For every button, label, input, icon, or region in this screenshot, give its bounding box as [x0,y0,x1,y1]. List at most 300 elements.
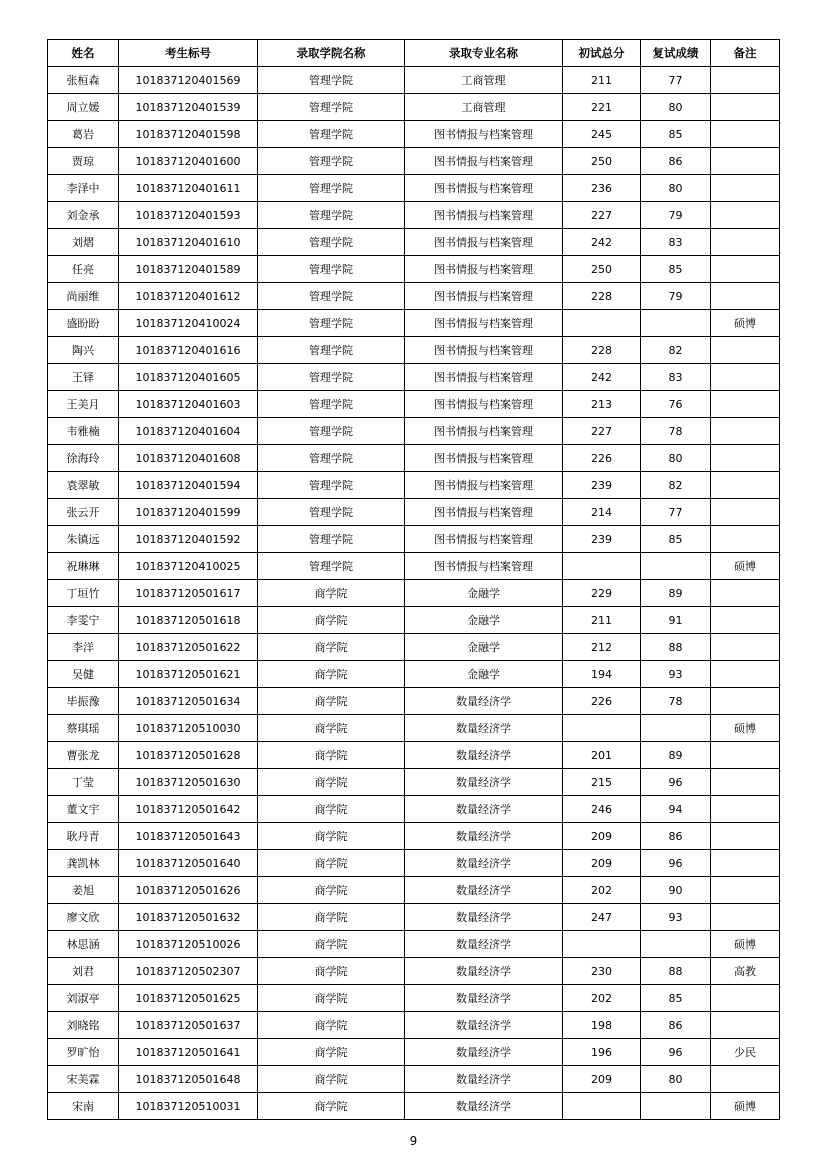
cell-name: 廖文欣 [48,904,119,931]
table-row [48,1039,780,1066]
cell-initial-score: 211 [563,607,641,634]
cell-name: 朱镇远 [48,526,119,553]
cell-major: 金融学 [405,634,563,661]
cell-major: 数量经济学 [405,715,563,742]
cell-name: 刘金承 [48,202,119,229]
cell-candidate-id: 101837120501628 [119,742,258,769]
cell-remark [711,337,780,364]
cell-remark [711,904,780,931]
table-row [48,283,780,310]
cell-candidate-id: 101837120401593 [119,202,258,229]
cell-name: 曹张龙 [48,742,119,769]
cell-initial-score: 213 [563,391,641,418]
cell-college: 管理学院 [258,94,405,121]
cell-remark [711,607,780,634]
cell-initial-score: 242 [563,364,641,391]
cell-college: 管理学院 [258,283,405,310]
cell-initial-score: 228 [563,337,641,364]
cell-candidate-id: 101837120401604 [119,418,258,445]
table-row [48,391,780,418]
cell-retest-score: 78 [641,688,711,715]
cell-retest-score: 88 [641,958,711,985]
table-row [48,553,780,580]
cell-college: 管理学院 [258,391,405,418]
header-initial-score: 初试总分 [563,40,641,67]
cell-initial-score: 242 [563,229,641,256]
cell-retest-score [641,1093,711,1120]
cell-retest-score: 79 [641,202,711,229]
cell-candidate-id: 101837120501642 [119,796,258,823]
cell-remark [711,850,780,877]
header-name: 姓名 [48,40,119,67]
cell-major: 工商管理 [405,94,563,121]
cell-candidate-id: 101837120501618 [119,607,258,634]
cell-major: 数量经济学 [405,931,563,958]
cell-name: 丁莹 [48,769,119,796]
table-row [48,850,780,877]
cell-college: 管理学院 [258,337,405,364]
cell-candidate-id: 101837120401599 [119,499,258,526]
cell-college: 管理学院 [258,445,405,472]
cell-initial-score: 214 [563,499,641,526]
cell-initial-score: 250 [563,148,641,175]
cell-candidate-id: 101837120501640 [119,850,258,877]
cell-major: 图书情报与档案管理 [405,148,563,175]
cell-retest-score: 80 [641,445,711,472]
cell-candidate-id: 101837120401612 [119,283,258,310]
cell-major: 数量经济学 [405,1039,563,1066]
cell-college: 管理学院 [258,148,405,175]
cell-remark [711,67,780,94]
cell-remark [711,985,780,1012]
cell-initial-score: 227 [563,418,641,445]
table-row [48,94,780,121]
cell-candidate-id: 101837120401598 [119,121,258,148]
cell-major: 图书情报与档案管理 [405,121,563,148]
cell-candidate-id: 101837120401592 [119,526,258,553]
cell-remark: 硕博 [711,310,780,337]
cell-candidate-id: 101837120401603 [119,391,258,418]
cell-remark [711,256,780,283]
cell-candidate-id: 101837120501626 [119,877,258,904]
cell-name: 毕振豫 [48,688,119,715]
table-row [48,148,780,175]
table-row [48,1066,780,1093]
cell-college: 商学院 [258,769,405,796]
cell-college: 管理学院 [258,553,405,580]
cell-name: 龚凯林 [48,850,119,877]
cell-college: 管理学院 [258,256,405,283]
cell-remark [711,121,780,148]
cell-candidate-id: 101837120401600 [119,148,258,175]
cell-major: 图书情报与档案管理 [405,202,563,229]
cell-initial-score: 239 [563,526,641,553]
table-body [48,67,780,1120]
cell-major: 数量经济学 [405,796,563,823]
cell-retest-score: 85 [641,121,711,148]
cell-retest-score: 90 [641,877,711,904]
cell-remark [711,1012,780,1039]
table-row [48,580,780,607]
cell-college: 商学院 [258,715,405,742]
cell-candidate-id: 101837120501641 [119,1039,258,1066]
cell-college: 商学院 [258,850,405,877]
cell-remark: 硕博 [711,715,780,742]
cell-candidate-id: 101837120501621 [119,661,258,688]
cell-name: 王铎 [48,364,119,391]
cell-initial-score: 196 [563,1039,641,1066]
cell-remark [711,364,780,391]
cell-name: 宋美霖 [48,1066,119,1093]
table-row [48,985,780,1012]
cell-remark [711,283,780,310]
cell-candidate-id: 101837120501622 [119,634,258,661]
cell-candidate-id: 101837120502307 [119,958,258,985]
cell-major: 图书情报与档案管理 [405,175,563,202]
cell-retest-score: 88 [641,634,711,661]
cell-retest-score: 82 [641,472,711,499]
table-row [48,661,780,688]
cell-remark [711,148,780,175]
cell-name: 袁翠敏 [48,472,119,499]
cell-candidate-id: 101837120501648 [119,1066,258,1093]
cell-candidate-id: 101837120401611 [119,175,258,202]
cell-retest-score: 86 [641,823,711,850]
cell-initial-score: 227 [563,202,641,229]
cell-retest-score: 96 [641,769,711,796]
cell-major: 图书情报与档案管理 [405,391,563,418]
cell-remark [711,688,780,715]
cell-remark: 硕博 [711,931,780,958]
cell-remark [711,229,780,256]
cell-candidate-id: 101837120501630 [119,769,258,796]
cell-remark: 硕博 [711,553,780,580]
table-row [48,445,780,472]
cell-major: 数量经济学 [405,688,563,715]
cell-name: 陶兴 [48,337,119,364]
cell-major: 图书情报与档案管理 [405,418,563,445]
cell-college: 管理学院 [258,499,405,526]
cell-name: 董文宇 [48,796,119,823]
cell-initial-score: 209 [563,1066,641,1093]
cell-major: 金融学 [405,661,563,688]
table-row [48,175,780,202]
cell-initial-score [563,310,641,337]
cell-college: 管理学院 [258,472,405,499]
cell-major: 数量经济学 [405,985,563,1012]
table-row [48,499,780,526]
table-row [48,715,780,742]
cell-retest-score: 89 [641,742,711,769]
table-row [48,1093,780,1120]
cell-major: 数量经济学 [405,958,563,985]
page-number: 9 [409,1134,418,1148]
cell-name: 蔡琪瑶 [48,715,119,742]
table-row [48,877,780,904]
header-retest-score: 复试成绩 [641,40,711,67]
cell-college: 商学院 [258,634,405,661]
cell-candidate-id: 101837120401594 [119,472,258,499]
cell-remark [711,175,780,202]
cell-initial-score: 247 [563,904,641,931]
cell-initial-score: 228 [563,283,641,310]
cell-remark [711,796,780,823]
cell-remark [711,580,780,607]
cell-major: 图书情报与档案管理 [405,310,563,337]
cell-retest-score: 82 [641,337,711,364]
cell-college: 商学院 [258,742,405,769]
cell-initial-score: 201 [563,742,641,769]
cell-college: 管理学院 [258,418,405,445]
cell-college: 商学院 [258,1093,405,1120]
cell-major: 图书情报与档案管理 [405,229,563,256]
cell-retest-score: 83 [641,229,711,256]
cell-retest-score: 85 [641,985,711,1012]
cell-candidate-id: 101837120501632 [119,904,258,931]
table-row [48,310,780,337]
cell-initial-score: 246 [563,796,641,823]
cell-college: 管理学院 [258,175,405,202]
cell-name: 任亮 [48,256,119,283]
cell-name: 刘淑亭 [48,985,119,1012]
cell-major: 图书情报与档案管理 [405,553,563,580]
cell-initial-score [563,931,641,958]
table-row [48,337,780,364]
cell-name: 王美月 [48,391,119,418]
cell-name: 罗旷怡 [48,1039,119,1066]
cell-college: 商学院 [258,958,405,985]
cell-candidate-id: 101837120510026 [119,931,258,958]
cell-college: 商学院 [258,904,405,931]
cell-remark [711,877,780,904]
cell-retest-score: 80 [641,1066,711,1093]
cell-major: 数量经济学 [405,850,563,877]
cell-retest-score: 93 [641,661,711,688]
cell-candidate-id: 101837120401608 [119,445,258,472]
cell-candidate-id: 101837120410024 [119,310,258,337]
table-row [48,229,780,256]
cell-initial-score: 226 [563,688,641,715]
cell-retest-score: 80 [641,175,711,202]
table-header-row [48,40,780,67]
cell-initial-score: 215 [563,769,641,796]
cell-candidate-id: 101837120501634 [119,688,258,715]
cell-college: 商学院 [258,688,405,715]
table-row [48,742,780,769]
cell-initial-score: 239 [563,472,641,499]
cell-name: 盛盼盼 [48,310,119,337]
cell-candidate-id: 101837120401610 [119,229,258,256]
cell-major: 数量经济学 [405,877,563,904]
cell-major: 图书情报与档案管理 [405,337,563,364]
table-row [48,634,780,661]
cell-name: 宋南 [48,1093,119,1120]
cell-initial-score: 202 [563,985,641,1012]
cell-retest-score: 96 [641,850,711,877]
cell-college: 商学院 [258,877,405,904]
cell-major: 数量经济学 [405,823,563,850]
cell-major: 图书情报与档案管理 [405,499,563,526]
cell-major: 图书情报与档案管理 [405,472,563,499]
cell-retest-score: 77 [641,499,711,526]
cell-retest-score: 83 [641,364,711,391]
cell-remark [711,202,780,229]
cell-name: 李雯宁 [48,607,119,634]
admission-table [47,39,780,1120]
table-row [48,607,780,634]
cell-college: 商学院 [258,607,405,634]
header-major: 录取专业名称 [405,40,563,67]
table-row [48,526,780,553]
cell-remark [711,823,780,850]
cell-major: 数量经济学 [405,904,563,931]
cell-retest-score [641,310,711,337]
table-row [48,121,780,148]
table-row [48,418,780,445]
cell-candidate-id: 101837120501617 [119,580,258,607]
cell-remark: 硕博 [711,1093,780,1120]
cell-initial-score: 221 [563,94,641,121]
cell-name: 姜旭 [48,877,119,904]
table-row [48,256,780,283]
cell-college: 管理学院 [258,229,405,256]
cell-college: 商学院 [258,1012,405,1039]
cell-name: 刘晓铭 [48,1012,119,1039]
cell-retest-score [641,931,711,958]
table-row [48,796,780,823]
table-row [48,472,780,499]
cell-major: 图书情报与档案管理 [405,445,563,472]
cell-remark [711,661,780,688]
cell-candidate-id: 101837120401589 [119,256,258,283]
cell-initial-score: 194 [563,661,641,688]
cell-candidate-id: 101837120401605 [119,364,258,391]
cell-name: 祝琳琳 [48,553,119,580]
table-row [48,769,780,796]
cell-initial-score: 250 [563,256,641,283]
cell-initial-score [563,1093,641,1120]
cell-college: 商学院 [258,985,405,1012]
cell-remark [711,499,780,526]
cell-major: 图书情报与档案管理 [405,364,563,391]
cell-college: 管理学院 [258,67,405,94]
cell-initial-score [563,553,641,580]
cell-remark [711,1066,780,1093]
cell-college: 商学院 [258,1066,405,1093]
cell-college: 管理学院 [258,310,405,337]
table-row [48,823,780,850]
cell-college: 管理学院 [258,364,405,391]
cell-retest-score: 96 [641,1039,711,1066]
cell-retest-score: 85 [641,256,711,283]
cell-retest-score: 78 [641,418,711,445]
cell-name: 周立媛 [48,94,119,121]
cell-retest-score: 94 [641,796,711,823]
table-row [48,904,780,931]
cell-retest-score: 86 [641,148,711,175]
cell-retest-score: 93 [641,904,711,931]
cell-initial-score: 236 [563,175,641,202]
cell-remark [711,94,780,121]
cell-candidate-id: 101837120401539 [119,94,258,121]
cell-retest-score: 76 [641,391,711,418]
cell-remark [711,742,780,769]
cell-retest-score: 79 [641,283,711,310]
cell-college: 商学院 [258,580,405,607]
cell-candidate-id: 101837120401569 [119,67,258,94]
cell-name: 张桓森 [48,67,119,94]
cell-major: 数量经济学 [405,769,563,796]
cell-initial-score: 226 [563,445,641,472]
cell-name: 林思涵 [48,931,119,958]
table-row [48,67,780,94]
cell-name: 葛岩 [48,121,119,148]
cell-major: 数量经济学 [405,1093,563,1120]
cell-candidate-id: 101837120510030 [119,715,258,742]
table-row [48,688,780,715]
cell-initial-score: 230 [563,958,641,985]
cell-initial-score: 202 [563,877,641,904]
cell-college: 管理学院 [258,526,405,553]
cell-major: 图书情报与档案管理 [405,283,563,310]
cell-name: 贾琼 [48,148,119,175]
cell-college: 商学院 [258,796,405,823]
cell-retest-score [641,553,711,580]
cell-initial-score: 229 [563,580,641,607]
table-row [48,931,780,958]
cell-name: 李洋 [48,634,119,661]
cell-major: 工商管理 [405,67,563,94]
cell-major: 数量经济学 [405,742,563,769]
cell-remark [711,445,780,472]
cell-name: 刘熠 [48,229,119,256]
cell-retest-score: 85 [641,526,711,553]
cell-candidate-id: 101837120501625 [119,985,258,1012]
table-row [48,202,780,229]
cell-initial-score [563,715,641,742]
cell-name: 李泽中 [48,175,119,202]
cell-remark [711,391,780,418]
cell-college: 商学院 [258,931,405,958]
header-remark: 备注 [711,40,780,67]
cell-major: 金融学 [405,607,563,634]
cell-college: 商学院 [258,1039,405,1066]
table-row [48,364,780,391]
cell-remark [711,634,780,661]
cell-remark [711,418,780,445]
cell-major: 数量经济学 [405,1066,563,1093]
cell-retest-score: 91 [641,607,711,634]
cell-candidate-id: 101837120501637 [119,1012,258,1039]
cell-retest-score [641,715,711,742]
cell-initial-score: 198 [563,1012,641,1039]
cell-remark [711,526,780,553]
table-row [48,958,780,985]
cell-retest-score: 89 [641,580,711,607]
cell-initial-score: 211 [563,67,641,94]
cell-major: 金融学 [405,580,563,607]
cell-college: 商学院 [258,823,405,850]
cell-initial-score: 212 [563,634,641,661]
header-college: 录取学院名称 [258,40,405,67]
cell-major: 数量经济学 [405,1012,563,1039]
cell-name: 吴健 [48,661,119,688]
cell-major: 图书情报与档案管理 [405,256,563,283]
cell-candidate-id: 101837120410025 [119,553,258,580]
cell-initial-score: 209 [563,850,641,877]
cell-name: 刘君 [48,958,119,985]
cell-name: 耿丹青 [48,823,119,850]
